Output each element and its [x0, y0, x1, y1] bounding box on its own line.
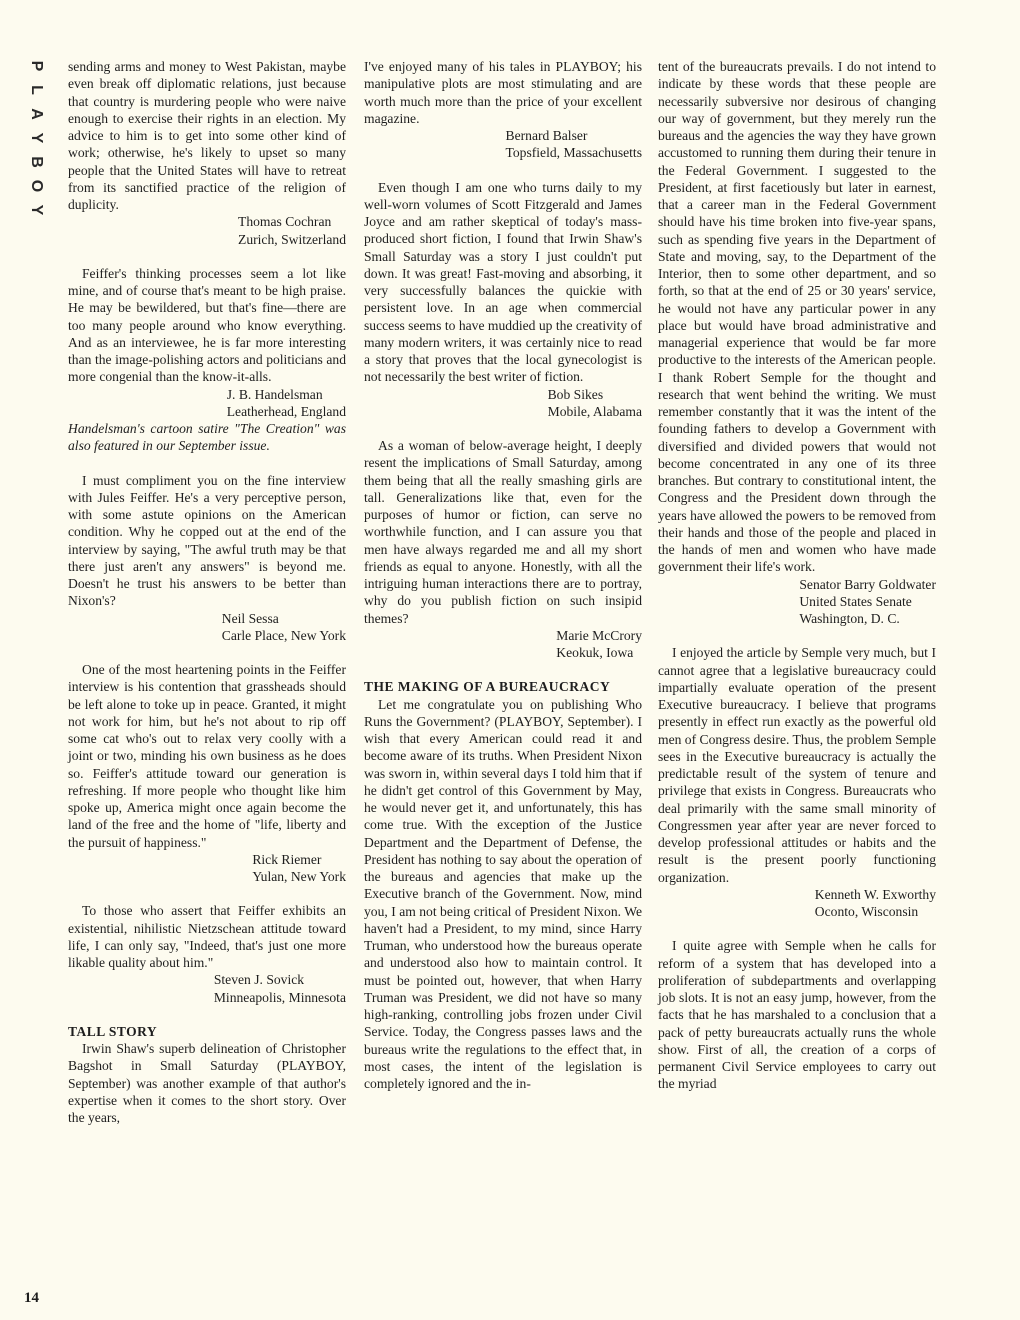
letter-paragraph: Irwin Shaw's superb delineation of Christopher Bagshot in Small Saturday (PLAYBOY, September) was another example of that author's expertise when it comes to the short story. Over the years,	[68, 1041, 346, 1125]
signature-name: Rick Riemer	[252, 851, 322, 867]
letter-signature	[68, 610, 346, 645]
signature-name: J. B. Handelsman	[226, 386, 323, 402]
signature-line: Washington, D. C.	[799, 611, 900, 626]
section-heading: TALL STORY	[68, 1023, 158, 1039]
letter-signature	[658, 886, 936, 921]
signature-name: Bernard Balser	[505, 128, 588, 143]
letter-paragraph: Let me congratulate you on publishing Who Runs the Government? (PLAYBOY, September). I wish that every American could read it and become aware of its truths. When President Nixon was sworn in, within several days I told him that if he didn't get control of this Government by May, he would never get it, and unfortunately, this has come true. With the exception of the Justice Department and the Department of Defense, the President has nothing to say about the operation of the bureaus and agencies that make up the Executive branch of the Government. Now, mind you, I am not being critical of President Nixon. We haven't had a President, to my mind, since Harry Truman, who understood how the bureaus operate and understood also how to maintain control. It must be pointed out, however, that when Harry Truman was President, we did not have so many high-ranking, controlling jobs frozen under Civil Service. Today, the Congress passes laws and the bureaus write the regulations to the effect that, in most cases, the intent of the legislation is completely ignored and the in-	[364, 696, 642, 1091]
paragraph-gap	[364, 162, 642, 179]
section-heading: THE MAKING OF A BUREAUCRACY	[364, 679, 611, 695]
letter-signature	[364, 386, 642, 421]
paragraph-gap	[364, 661, 642, 678]
letter-paragraph: As a woman of below-average height, I deeply resent the implications of Small Saturday, among them being that all the really smashing girls are tall. Generalizations like that, even for the purposes of humor or fiction, can serve no worthwhile function, and I can assure you that men have always regarded me and all my short friends as equal to anyone. Honestly, with all the intriguing human interactions there are to portray, why do you publish fiction on such insipid themes?	[364, 438, 642, 626]
letter-paragraph: Feiffer's thinking processes seem a lot like mine, and of course that's meant to be high praise. He may be bewildered, but that's fine—there are too many people around who know everything. And as an interviewee, he is far more interesting than the image-polishing actors and politicians and more congenial than the know-it-alls.	[68, 265, 346, 385]
editor-note: Handelsman's cartoon satire "The Creation" was also featured in our September issue.	[68, 421, 346, 454]
signature-name: Senator Barry Goldwater	[799, 576, 936, 592]
signature-line: Keokuk, Iowa	[556, 645, 634, 660]
letter-paragraph: I enjoyed the article by Semple very much, but I cannot agree that a legislative bureaucracy could impartially evaluate operation of the present Executive bureaucracy. I believe that programs presently in effect run exactly as the powerful old men of Congress desire. Thus, the problem Semple sees in the Executive bureaucracy is actually the predictable result of the system of tenure and privilege that exists in Congress. Bureaucrats who deal primarily with the same small minority of Congressmen year after year are never forced to develop professional attitudes or habits and the result is the present poorly functioning organization.	[658, 645, 936, 885]
paragraph-gap	[68, 885, 346, 902]
letter-signature	[658, 576, 936, 628]
paragraph-gap	[364, 420, 642, 437]
signature-name: Marie McCrory	[556, 627, 642, 643]
column-1	[68, 58, 346, 1126]
letter-paragraph: Even though I am one who turns daily to my well-worn volumes of Scott Fitzgerald and James Joyce and am rather skeptical of today's mass-produced short fiction, I found that Irwin Shaw's Small Saturday was a story I just couldn't put down. It was great! Fast-moving and absorbing, it very successfully balances the quickie with persistent love. In an age when commercial success seems to have muddied up the creativity of many modern writers, it was certainly nice to read a story that proves that the local gynecologist is not necessarily the best writer of fiction.	[364, 179, 642, 385]
letter-signature	[68, 971, 346, 1006]
paragraph-gap	[658, 920, 936, 937]
signature-name: Neil Sessa	[221, 610, 279, 626]
letter-paragraph: I must compliment you on the fine interview with Jules Feiffer. He's a very perceptive person, with some astute opinions on the American condition. Why he copped out at the end of the interview by saying, "The awful truth may be that there just aren't any answers" is beyond me. Doesn't he trust his answers to be better than Nixon's?	[68, 472, 346, 609]
signature-line: Yulan, New York	[252, 869, 346, 884]
masthead-letter: B	[28, 156, 45, 168]
masthead-letter: P	[28, 60, 45, 72]
letter-signature	[68, 213, 346, 248]
signature-line: Zurich, Switzerland	[238, 231, 346, 247]
masthead-letter: L	[28, 85, 45, 95]
signature-line: Leatherhead, England	[226, 403, 346, 419]
masthead-letter: Y	[28, 204, 45, 216]
paragraph-gap	[658, 627, 936, 644]
signature-line: United States Senate	[799, 593, 912, 609]
signature-name: Thomas Cochran	[238, 214, 332, 230]
signature-line: Minneapolis, Minnesota	[213, 989, 346, 1005]
paragraph-gap	[68, 1006, 346, 1023]
paragraph-gap	[68, 644, 346, 661]
letter-paragraph: To those who assert that Feiffer exhibits an existential, nihilistic Nietzschean attitude toward life, I can only say, "Indeed, that's just one more likable quality about him."	[68, 903, 346, 970]
letter-signature	[68, 851, 346, 886]
letter-paragraph: tent of the bureaucrats prevails. I do not intend to indicate by these words that these people are necessarily subversive nor desirous of changing our way of government, but they merely run the bureaus and the agencies the way they have grown accustomed to running them during their tenure in the Federal Government. I suggested to the President, at first facetiously but later in earnest, that a career man in the Federal Government should have his time broken into five-year spans, such as spending five years in the Department of State and moving, say, to the Department of the Interior, then to some other department, and so forth, so that at the end of 25 or 30 years' service, he would not have any particular power in any place but would have broad administrative and managerial experience that would be far more productive to the interests of the American people. I thank Robert Semple for the thought and research that went behind the writing. We must remember constantly that it was the intent of the founding fathers to develop a Government with diversified and divided powers that would not become concentrated in any one of its three branches. But contrary to constitutional intent, the Congress and the President down through the years have allowed the powers to be removed from their hands and those of the people and placed in the hands of men and women who have made government their life's work.	[658, 59, 936, 575]
masthead-letter: A	[28, 108, 45, 120]
column-3	[658, 58, 936, 1093]
paragraph-gap	[68, 248, 346, 265]
page-number: 14	[24, 1290, 39, 1306]
letter-paragraph: I quite agree with Semple when he calls for reform of a system that has developed into a proliferation of subdepartments and overlapping job slots. It is not an easy jump, however, from the facts that he has marshaled to a conclusion that a pack of petty bureaucrats actually runs the whole show. First of all, the creation of a corps of permanent Civil Service employees to carry out the myriad	[658, 938, 936, 1092]
masthead-letter: Y	[28, 132, 45, 144]
signature-line: Topsfield, Massachusetts	[505, 145, 642, 161]
masthead-letter: O	[28, 179, 45, 193]
letter-signature	[364, 627, 642, 662]
letter-signature	[364, 127, 642, 162]
letter-paragraph: One of the most heartening points in the Feiffer interview is his contention that grassheads should be left alone to toke up in peace. Granted, it might not work for him, but he's not about to rip off some cat who's out to relax very coolly with a joint or two, minding his own business as he does so. Feiffer's attitude toward our generation is refreshing. If more people who thought like him spoke up, America might once again become the land of the free and the home of "life, liberty and the pursuit of happiness."	[68, 662, 346, 850]
letter-signature	[68, 386, 346, 421]
signature-line: Carle Place, New York	[221, 627, 346, 643]
signature-line: Oconto, Wisconsin	[814, 904, 919, 919]
masthead	[26, 54, 46, 222]
signature-name: Kenneth W. Exworthy	[814, 886, 936, 902]
signature-name: Bob Sikes	[547, 386, 604, 402]
signature-name: Steven J. Sovick	[213, 972, 305, 988]
signature-line: Mobile, Alabama	[547, 403, 642, 419]
column-2	[364, 58, 642, 1092]
letter-paragraph: sending arms and money to West Pakistan, maybe even break off diplomatic relations, just because that country is murdering people who were naive enough to exercise their rights in an election. My advice to him is to get into some other kind of work; otherwise, he's likely to upset so many people that the United States will have to retreat from its sanctified practice of the religion of duplicity.	[68, 59, 346, 212]
letter-paragraph: I've enjoyed many of his tales in PLAYBOY; his manipulative plots are most stimulating and are worth much more than the price of your excellent magazine.	[364, 59, 642, 126]
paragraph-gap	[68, 455, 346, 472]
